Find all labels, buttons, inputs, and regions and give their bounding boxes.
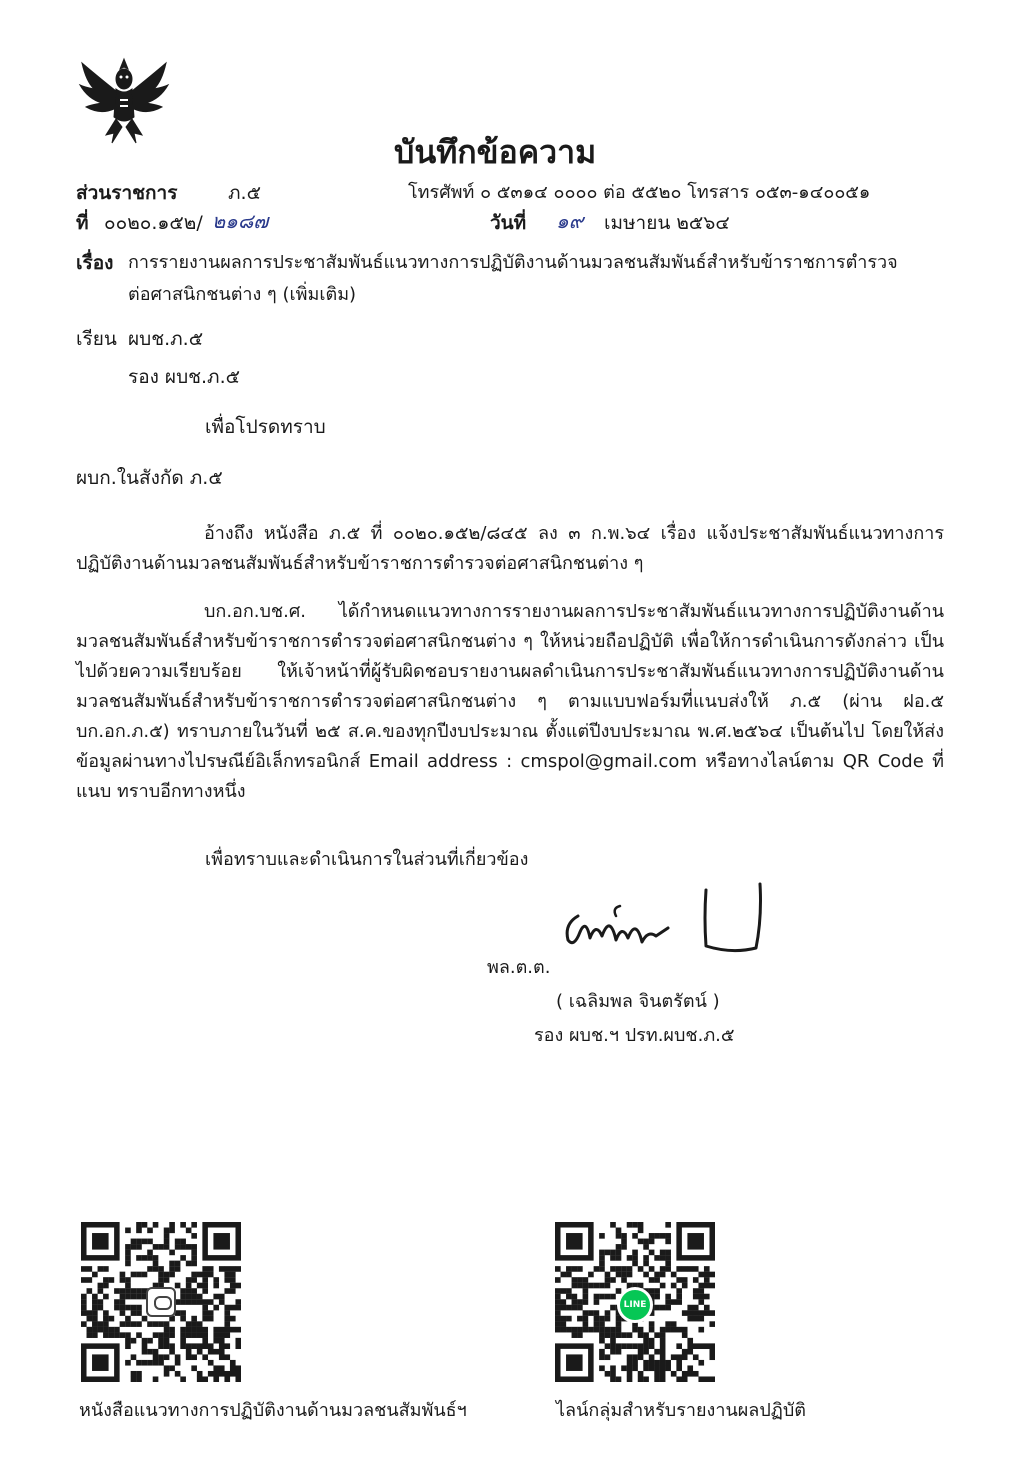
qr-center-logo-icon	[146, 1287, 176, 1317]
qr-right-caption: ไลน์กลุ่มสำหรับรายงานผลปฏิบัติ	[556, 1400, 806, 1421]
to-line-1: ผบช.ภ.๕	[128, 328, 204, 350]
ref-handwritten: ๒๑๘๗	[212, 209, 269, 233]
qr-left-caption: หนังสือแนวทางการปฏิบัติงานด้านมวลชนสัมพันธ์ฯ	[79, 1400, 467, 1421]
paragraph-reference	[76, 519, 944, 579]
signer-position: รอง ผบช.ฯ ปรท.ผบช.ภ.๕	[534, 1025, 735, 1046]
garuda-emblem-icon	[76, 55, 172, 147]
signer-rank: พล.ต.ต.	[487, 957, 551, 978]
paragraph-reference-text: อ้างถึง หนังสือ ภ.๕ ที่ ๐๐๒๐.๑๕๒/๘๔๕ ลง ๓ ก.พ.๖๔ เรื่อง แจ้งประชาสัมพันธ์แนวทางการปฏิบัติงานด้านมวลชนสัมพันธ์สำหรับข้าราชการตำรวจต่อศาสนิกชนต่าง ๆ	[76, 523, 944, 574]
signer-name: ( เฉลิมพล จินตรัตน์ )	[556, 991, 720, 1012]
subject-line-2: ต่อศาสนิกชนต่าง ๆ (เพิ่มเติม)	[128, 284, 357, 305]
paragraph-main-text: บก.อก.บช.ศ. ได้กำหนดแนวทางการรายงานผลการประชาสัมพันธ์แนวทางการปฏิบัติงานด้านมวลชนสัมพันธ์สำหรับข้าราชการตำรวจต่อศาสนิกชนต่าง ๆ ให้หน่วยถือปฏิบัติ เพื่อให้การดำเนินการดังกล่าว เป็นไปด้วยความเรียบร้อย ให้เจ้าหน้าที่ผู้รับผิดชอบรายงานผลดำเนินการประชาสัมพันธ์แนวทางการปฏิบัติงานด้านมวลชนสัมพันธ์สำหรับข้าราชการตำรวจต่อศาสนิกชนต่าง ๆ ตามแบบฟอร์มที่แนบส่งให้ ภ.๕ (ผ่าน ฝอ.๕ บก.อก.ภ.๕) ทราบภายในวันที่ ๒๕ ส.ค.ของทุกปีงบประมาณ ตั้งแต่ปีงบประมาณ พ.ศ.๒๕๖๔ เป็นต้นไป โดยให้ส่งข้อมูลผ่านทางไปรษณีย์อิเล็กทรอนิกส์ Email address : cmspol@gmail.com หรือทางไลน์ตาม QR Code ที่แนบ ทราบอีกทางหนึ่ง	[76, 601, 944, 802]
line-logo-icon	[617, 1287, 653, 1323]
memo-title: บันทึกข้อความ	[394, 133, 597, 171]
for-info: เพื่อโปรดทราบ	[205, 416, 326, 438]
date-day: ๑๙	[556, 209, 584, 233]
ref-label: ที่	[76, 212, 89, 234]
to-line-2: รอง ผบช.ภ.๕	[128, 366, 241, 388]
closing-line: เพื่อทราบและดำเนินการในส่วนที่เกี่ยวข้อง	[205, 849, 529, 870]
agency-value: ภ.๕	[228, 182, 261, 204]
line-logo-text: LINE	[623, 1300, 647, 1310]
to-label: เรียน	[76, 328, 117, 350]
subject-label: เรื่อง	[76, 252, 114, 274]
date-label: วันที่	[490, 212, 527, 234]
paragraph-main	[76, 597, 944, 807]
ref-number: ๐๐๒๐.๑๕๒/	[104, 212, 203, 234]
subject-line-1: การรายงานผลการประชาสัมพันธ์แนวทางการปฏิบัติงานด้านมวลชนสัมพันธ์สำหรับข้าราชการตำรวจ	[128, 252, 898, 273]
agency-label: ส่วนราชการ	[76, 182, 178, 204]
date-month-year: เมษายน ๒๕๖๔	[604, 212, 730, 234]
signature	[556, 878, 776, 968]
phone-info: โทรศัพท์ ๐ ๕๓๑๔ ๐๐๐๐ ต่อ ๕๕๒๐ โทรสาร ๐๕๓-๑๔๐๐๕๑	[408, 182, 871, 203]
addressee: ผบก.ในสังกัด ภ.๕	[76, 467, 223, 489]
